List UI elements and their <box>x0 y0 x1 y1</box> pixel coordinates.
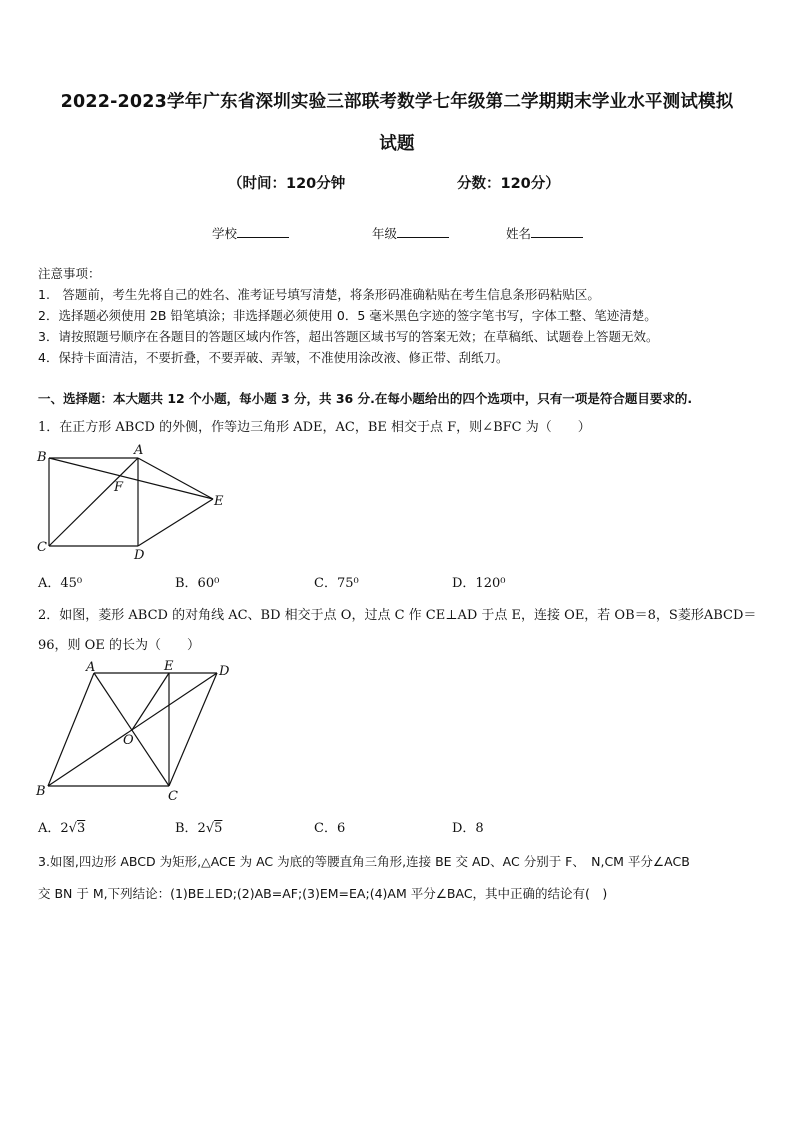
notes-block <box>38 263 658 368</box>
point-label-a: A <box>134 443 144 458</box>
sqrt-icon: √ <box>205 821 215 836</box>
exam-time: （时间：120分钟 <box>228 176 346 192</box>
point-label-b: B <box>37 450 47 465</box>
sqrt-icon: √ <box>68 821 77 836</box>
note-item: 2．选择题必须使用 2B 铅笔填涂；非选择题必须使用 0．5 毫米黑色字迹的签字笔书写，字体工整、笔迹清楚。 <box>38 308 657 323</box>
question-1-option-d[interactable]: D．120⁰ <box>452 576 506 591</box>
name-label: 姓名 <box>506 226 532 241</box>
point-label-d: D <box>219 664 230 679</box>
section-heading: 一、选择题：本大题共 12 个小题，每小题 3 分，共 36 分.在每小题给出的四个选项中，只有一项是符合题目要求的. <box>38 391 693 406</box>
point-label-a: A <box>86 660 96 675</box>
segment-de <box>138 499 213 546</box>
segment-dc <box>169 673 217 786</box>
point-label-f: F <box>114 480 124 495</box>
radicand: 3 <box>76 821 86 836</box>
school-label: 学校 <box>212 226 238 241</box>
segment-ab <box>48 673 94 786</box>
point-label-o: O <box>123 733 134 748</box>
radicand: 5 <box>214 821 223 836</box>
grade-field <box>372 224 449 242</box>
question-2-option-b[interactable] <box>175 817 222 836</box>
point-label-c: C <box>168 789 178 804</box>
question-2-option-d[interactable]: D．8 <box>452 821 484 836</box>
question-2-figure <box>30 656 240 804</box>
note-item: 3．请按照题号顺序在各题目的答题区域内作答，超出答题区域书写的答案无效；在草稿纸、试题卷上答题无效。 <box>38 329 659 344</box>
segment-oe <box>132 673 169 730</box>
question-1-option-b[interactable]: B．60⁰ <box>175 576 220 591</box>
question-2-option-c[interactable]: C．6 <box>314 821 346 836</box>
note-item: 4．保持卡面清洁，不要折叠，不要弄破、弄皱，不准使用涂改液、修正带、刮纸刀。 <box>38 350 509 365</box>
name-field <box>506 224 583 242</box>
exam-title-continued: 试题 <box>379 134 415 154</box>
question-2-option-a[interactable] <box>38 817 85 836</box>
question-3-stem-continued: 交 BN 于 M,下列结论：(1)BE⊥ED;(2)AB=AF;(3)EM=EA;(4)AM 平分∠BAC，其中正确的结论有( ) <box>38 886 608 901</box>
note-item: 1. 答题前，考生先将自己的姓名、准考证号填写清楚，将条形码准确粘贴在考生信息条形码粘贴区。 <box>38 287 600 302</box>
question-1-stem: 1．在正方形 ABCD 的外侧，作等边三角形 ADE，AC，BE 相交于点 F，则∠BFC 为（ ） <box>38 420 591 435</box>
exam-score: 分数：120分） <box>457 176 560 192</box>
grade-blank <box>397 225 449 238</box>
question-1-option-a[interactable]: A．45⁰ <box>38 576 83 591</box>
point-label-e: E <box>214 494 224 509</box>
notes-heading: 注意事项： <box>38 266 101 281</box>
name-blank <box>531 225 583 238</box>
exam-title: 2022-2023学年广东省深圳实验三部联考数学七年级第二学期期末学业水平测试模拟 <box>60 92 734 112</box>
point-label-e: E <box>164 659 174 674</box>
school-blank <box>237 225 289 238</box>
question-2-stem: 2．如图，菱形 ABCD 的对角线 AC、BD 相交于点 O，过点 C 作 CE⊥AD 于点 E，连接 OE，若 OB＝8，S菱形ABCD＝ <box>38 608 757 623</box>
grade-label: 年级 <box>372 226 398 241</box>
segment-ae <box>138 458 213 499</box>
school-field <box>212 224 289 242</box>
question-1-option-c[interactable]: C．75⁰ <box>314 576 359 591</box>
question-1-figure <box>30 440 240 565</box>
option-text: A．2 <box>38 821 69 836</box>
point-label-c: C <box>37 540 47 555</box>
question-3-stem: 3.如图,四边形 ABCD 为矩形,△ACE 为 AC 为底的等腰直角三角形,连接 BE 交 AD、AC 分别于 F、 N,CM 平分∠ACB <box>38 854 690 869</box>
segment-ac <box>49 458 138 546</box>
point-label-d: D <box>134 548 145 563</box>
question-2-stem-continued: 96，则 OE 的长为（ ） <box>38 638 200 653</box>
point-label-b: B <box>36 784 46 799</box>
option-text: B．2 <box>175 821 206 836</box>
